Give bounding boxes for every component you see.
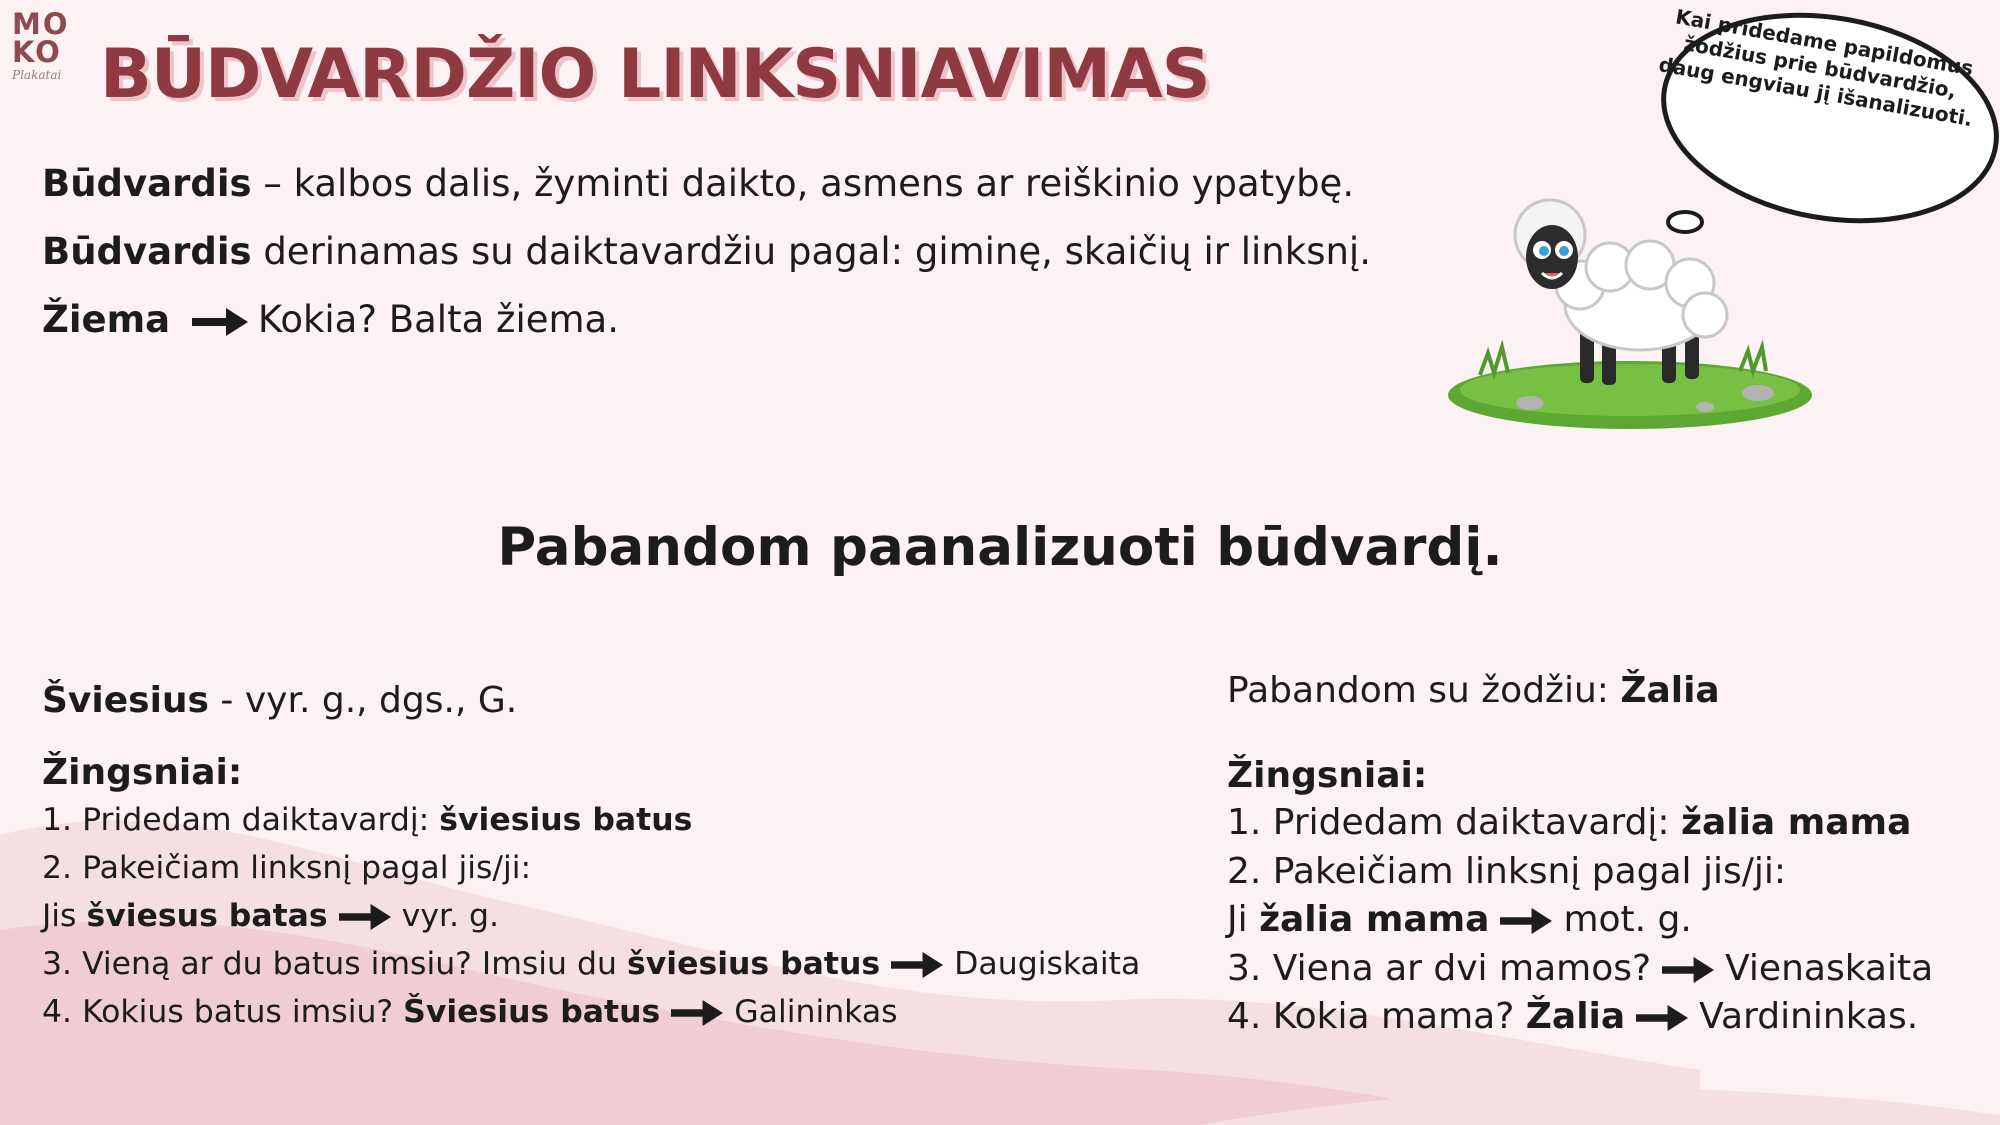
left-step-2b: Jis šviesus batas vyr. g. <box>42 898 500 934</box>
arrow-right-icon <box>890 952 944 978</box>
intro-line-2: Būdvardis derinamas su daiktavardžiu pagal: giminę, skaičių ir linksnį. <box>42 230 1371 273</box>
left-steps-title: Žingsniai: <box>42 752 243 793</box>
left-word-line: Šviesius - vyr. g., dgs., G. <box>42 680 518 721</box>
page-title: BŪDVARDŽIO LINKSNIAVIMAS <box>100 35 1210 114</box>
arrow-right-icon <box>1635 1005 1689 1031</box>
right-step-3: 3. Viena ar dvi mamos? Vienaskaita <box>1227 947 1934 989</box>
left-step-3: 3. Vieną ar du batus imsiu? Imsiu du šviesius batus Daugiskaita <box>42 946 1141 982</box>
arrow-right-icon <box>670 1000 724 1026</box>
right-step-2b: Ji žalia mama mot. g. <box>1227 899 1692 940</box>
sheep-illustration <box>1440 195 1820 440</box>
moko-logo: MO KO Plakatai <box>12 7 70 82</box>
right-steps-title: Žingsniai: <box>1227 755 1428 796</box>
arrow-right-icon <box>338 904 392 930</box>
left-step-1: 1. Pridedam daiktavardį: šviesius batus <box>42 802 693 838</box>
intro-line-1: Būdvardis – kalbos dalis, žyminti daikto, asmens ar reiškinio ypatybę. <box>42 162 1355 205</box>
intro-text <box>42 150 1371 354</box>
left-step-4: 4. Kokius batus imsiu? Šviesius batus Galininkas <box>42 994 898 1030</box>
left-step-2: 2. Pakeičiam linksnį pagal jis/ji: <box>42 850 532 886</box>
right-step-2: 2. Pakeičiam linksnį pagal jis/ji: <box>1227 850 1787 892</box>
arrow-right-icon <box>1661 957 1715 983</box>
intro-line-3: Žiema Kokia? Balta žiema. <box>42 298 619 341</box>
right-word-line: Pabandom su žodžiu: Žalia <box>1227 670 1720 711</box>
right-step-1: 1. Pridedam daiktavardį: žalia mama <box>1227 802 1912 843</box>
right-example <box>1227 665 1933 1042</box>
right-step-4: 4. Kokia mama? Žalia Vardininkas. <box>1227 996 1919 1037</box>
arrow-right-icon <box>192 308 248 336</box>
arrow-right-icon <box>1499 908 1553 934</box>
left-example <box>42 676 1140 1036</box>
section-heading: Pabandom paanalizuoti būdvardį. <box>497 517 1503 578</box>
bubble-text: Kai pridedame papildomus žodžius prie būdvardžio, daug engviau jį išanalizuoti. <box>1657 4 1976 132</box>
